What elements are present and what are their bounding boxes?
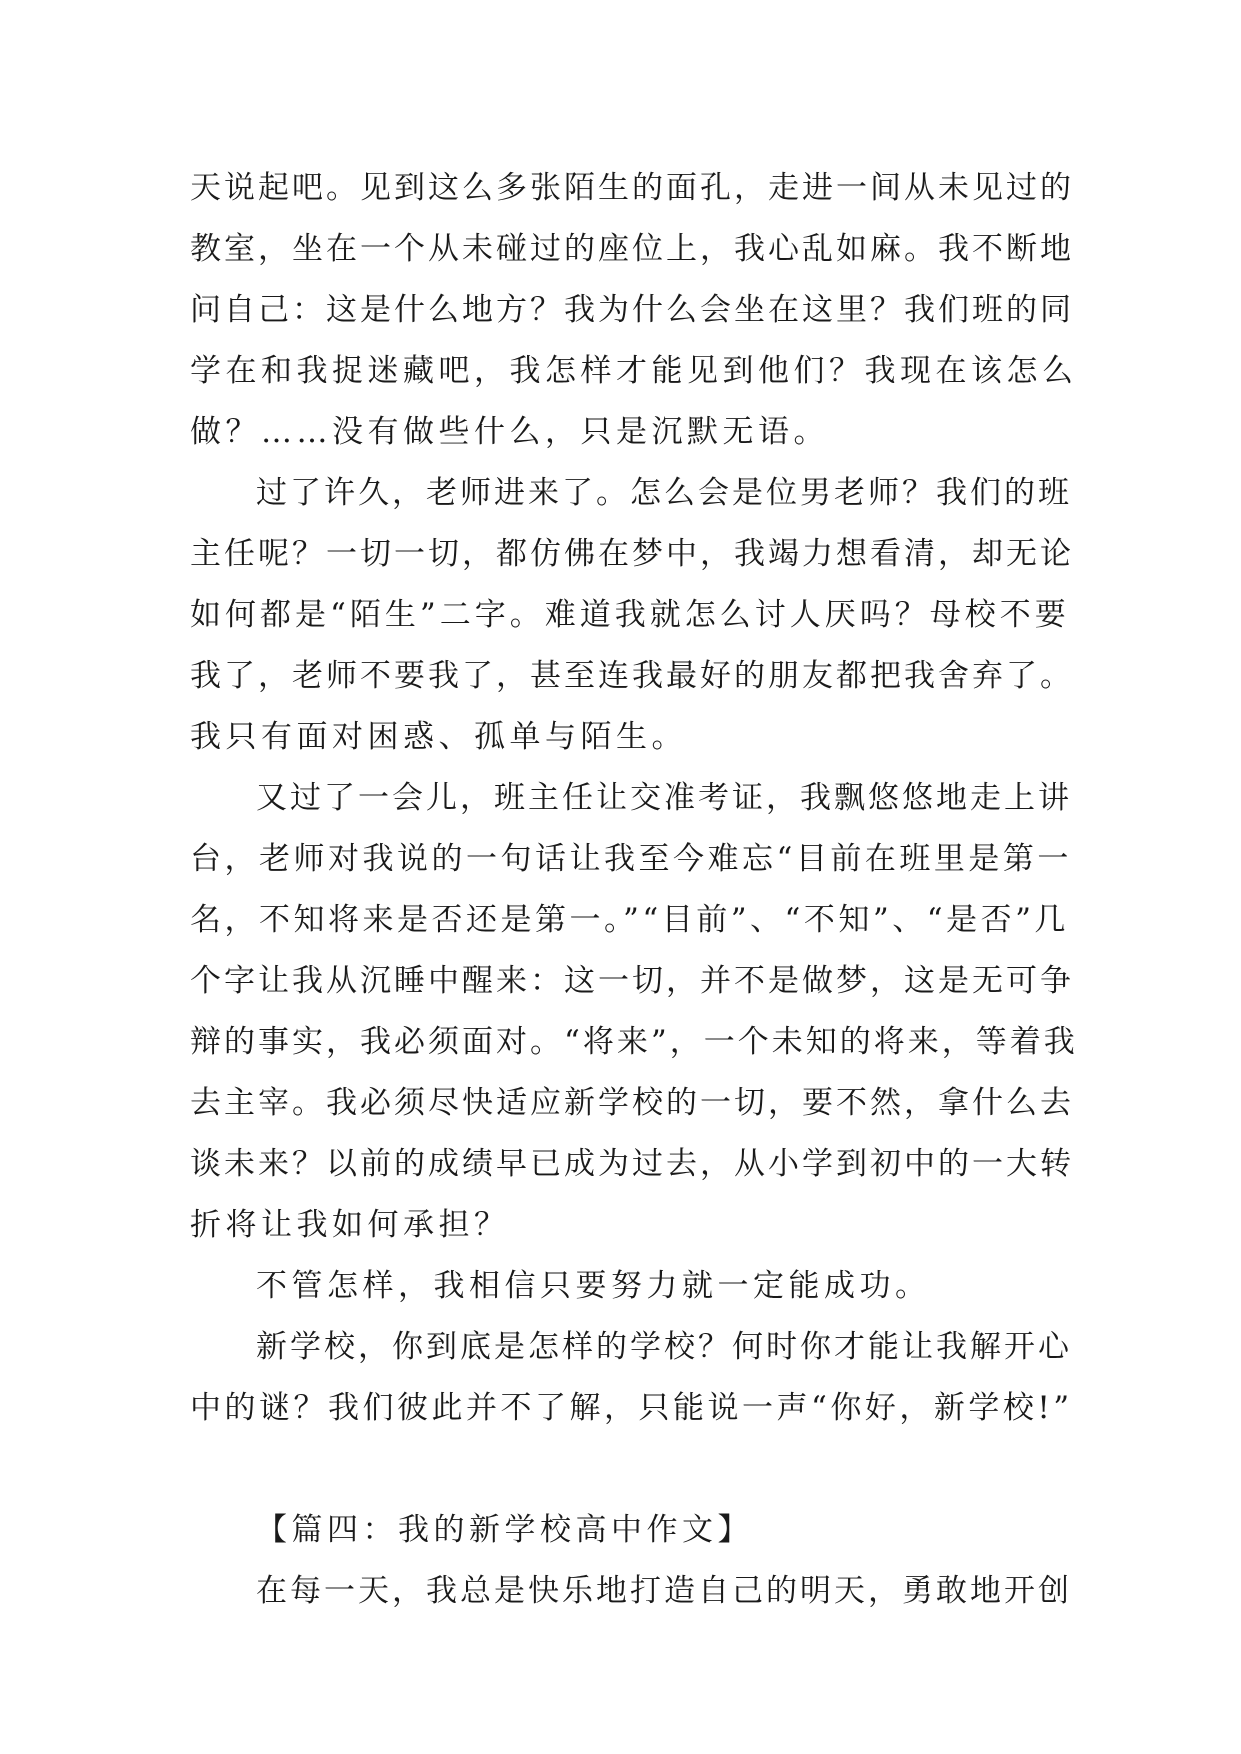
paragraph bbox=[190, 768, 1080, 1256]
text-line: 名，不知将来是否还是第一。”“目前”、“不知”、“是否”几 bbox=[190, 902, 1069, 938]
document-body bbox=[190, 158, 1080, 1622]
text-line: 个字让我从沉睡中醒来：这一切，并不是做梦，这是无可争 bbox=[190, 963, 1074, 999]
text-line: 新学校，你到底是怎样的学校？何时你才能让我解开心 bbox=[256, 1329, 1072, 1365]
text-line: 去主宰。我必须尽快适应新学校的一切，要不然，拿什么去 bbox=[190, 1085, 1074, 1121]
text-line: 我了，老师不要我了，甚至连我最好的朋友都把我舍弃了。 bbox=[190, 658, 1074, 694]
paragraph bbox=[190, 1317, 1080, 1439]
text-line: 又过了一会儿，班主任让交准考证，我飘悠悠地走上讲 bbox=[256, 780, 1072, 816]
heading-line: 【篇四：我的新学校高中作文】 bbox=[256, 1512, 753, 1548]
text-line: 不管怎样，我相信只要努力就一定能成功。 bbox=[256, 1268, 931, 1304]
text-line: 如何都是“陌生”二字。难道我就怎么讨人厌吗？母校不要 bbox=[190, 597, 1070, 633]
text-line: 辩的事实，我必须面对。“将来”，一个未知的将来，等着我 bbox=[190, 1024, 1078, 1060]
text-line: 台，老师对我说的一句话让我至今难忘“目前在班里是第一 bbox=[190, 841, 1072, 877]
text-line: 我只有面对困惑、孤单与陌生。 bbox=[190, 719, 687, 755]
text-line: 在每一天，我总是快乐地打造自己的明天，勇敢地开创 bbox=[256, 1573, 1072, 1609]
paragraph bbox=[190, 1256, 1080, 1317]
paragraph-gap bbox=[190, 1439, 1080, 1500]
paragraph bbox=[190, 463, 1080, 768]
text-line: 做？……没有做些什么，只是沉默无语。 bbox=[190, 414, 829, 450]
paragraph-continuation bbox=[190, 158, 1080, 463]
text-line: 天说起吧。见到这么多张陌生的面孔，走进一间从未见过的 bbox=[190, 170, 1074, 206]
text-line: 谈未来？以前的成绩早已成为过去，从小学到初中的一大转 bbox=[190, 1146, 1074, 1182]
paragraph bbox=[190, 1561, 1080, 1622]
text-line: 主任呢？一切一切，都仿佛在梦中，我竭力想看清，却无论 bbox=[190, 536, 1074, 572]
text-line: 中的谜？我们彼此并不了解，只能说一声“你好，新学校!” bbox=[190, 1390, 1073, 1426]
text-line: 问自己：这是什么地方？我为什么会坐在这里？我们班的同 bbox=[190, 292, 1074, 328]
text-line: 折将让我如何承担？ bbox=[190, 1207, 510, 1243]
text-line: 教室，坐在一个从未碰过的座位上，我心乱如麻。我不断地 bbox=[190, 231, 1074, 267]
section-heading bbox=[190, 1500, 1080, 1561]
text-line: 学在和我捉迷藏吧，我怎样才能见到他们？我现在该怎么 bbox=[190, 353, 1078, 389]
text-line: 过了许久，老师进来了。怎么会是位男老师？我们的班 bbox=[256, 475, 1072, 511]
